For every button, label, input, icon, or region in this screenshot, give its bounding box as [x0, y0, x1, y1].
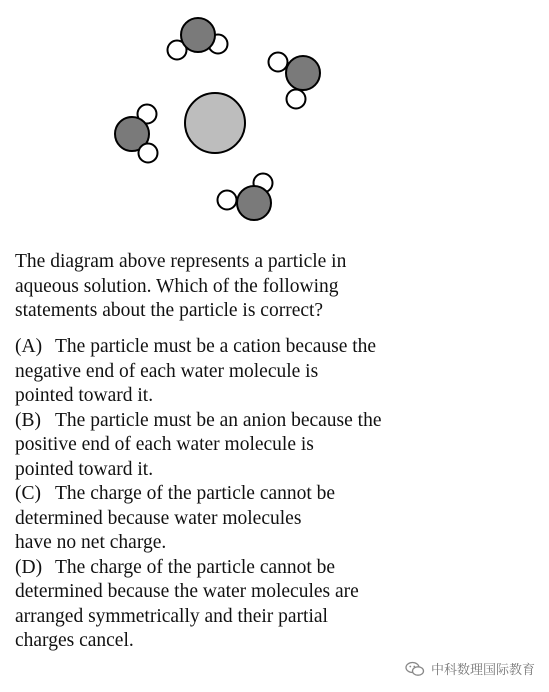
water-molecule-right — [269, 53, 321, 109]
water-molecule-bottom — [218, 174, 273, 221]
option-line: pointed toward it. — [15, 385, 154, 406]
solvation-diagram — [100, 0, 330, 235]
option-line: The charge of the particle cannot be — [55, 483, 336, 504]
option-line: The particle must be a cation because the — [55, 336, 377, 357]
hydrogen-atom — [139, 144, 158, 163]
option-letter: (B) — [15, 409, 41, 431]
option-line: negative end of each water molecule is — [15, 360, 319, 382]
option-line: determined because the water molecules are — [15, 581, 359, 602]
question-stem — [15, 250, 415, 324]
option-b[interactable] — [15, 409, 515, 483]
oxygen-atom — [181, 18, 215, 52]
watermark — [405, 659, 535, 678]
hydrogen-atom — [269, 53, 288, 72]
oxygen-atom — [237, 186, 271, 220]
water-molecule-left — [115, 105, 158, 163]
question-line: aqueous solution. Which of the following — [15, 275, 339, 297]
option-line: positive end of each water molecule is — [15, 434, 314, 455]
central-particle — [185, 93, 245, 153]
wechat-icon — [405, 661, 425, 677]
option-line: The charge of the particle cannot be — [55, 556, 336, 578]
option-line: pointed toward it. — [15, 458, 154, 480]
water-molecule-top — [168, 18, 228, 60]
option-a[interactable] — [15, 335, 515, 409]
option-c[interactable] — [15, 482, 515, 556]
option-letter: (A) — [15, 336, 43, 357]
answer-options — [15, 335, 515, 654]
option-line: have no net charge. — [15, 532, 167, 553]
option-letter: (D) — [15, 556, 43, 578]
option-line: determined because water molecules — [15, 507, 302, 529]
hydrogen-atom — [218, 191, 237, 210]
option-line: The particle must be an anion because the — [55, 409, 382, 431]
hydrogen-atom — [287, 90, 306, 109]
oxygen-atom — [286, 56, 320, 90]
option-line: arranged symmetrically and their partial — [15, 605, 328, 627]
question-line: statements about the particle is correct? — [15, 300, 324, 321]
option-line: charges cancel. — [15, 630, 134, 651]
option-d[interactable] — [15, 556, 515, 654]
watermark-text: 中科数理国际教育 — [430, 663, 535, 678]
question-line: The diagram above represents a particle in — [15, 251, 347, 272]
option-letter: (C) — [15, 483, 41, 504]
